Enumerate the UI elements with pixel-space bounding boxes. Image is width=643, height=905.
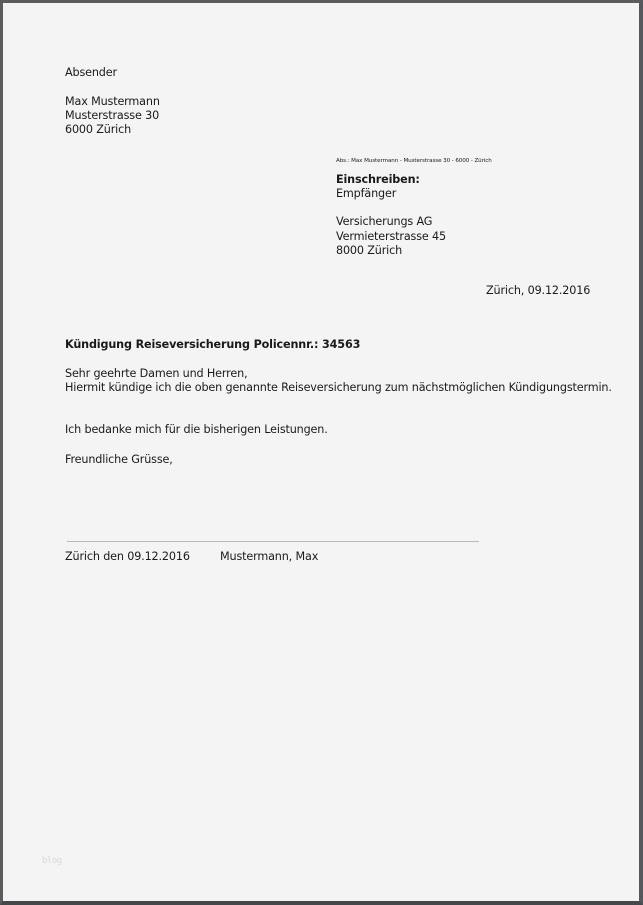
sender-name: Max Mustermann	[65, 95, 160, 108]
recipient-city: 8000 Zürich	[336, 244, 403, 257]
sender-label: Absender	[65, 66, 117, 79]
salutation: Sehr geehrte Damen und Herren,	[65, 367, 248, 380]
watermark: blog	[42, 856, 62, 866]
body-paragraph-2: Ich bedanke mich für die bisherigen Leistungen.	[65, 423, 328, 436]
closing: Freundliche Grüsse,	[65, 453, 173, 466]
sender-city: 6000 Zürich	[65, 123, 132, 136]
return-address-line: Abs.: Max Mustermann - Musterstrasse 30 - 6000 - Zürich	[336, 158, 492, 164]
letter-date: Zürich, 09.12.2016	[486, 284, 591, 297]
signature-line	[67, 541, 479, 542]
sender-street: Musterstrasse 30	[65, 109, 160, 122]
recipient-label: Empfänger	[336, 187, 397, 200]
recipient-street: Vermieterstrasse 45	[336, 230, 446, 243]
body-paragraph-1: Hiermit kündige ich die oben genannte Reiseversicherung zum nächstmöglichen Kündigungstermin.	[65, 381, 612, 394]
signature-place-date: Zürich den 09.12.2016	[65, 550, 190, 563]
letter-subject: Kündigung Reiseversicherung Policennr.: 34563	[65, 338, 361, 351]
signature-name: Mustermann, Max	[220, 550, 319, 563]
mail-type-label: Einschreiben:	[336, 173, 420, 186]
recipient-company: Versicherungs AG	[336, 215, 433, 228]
